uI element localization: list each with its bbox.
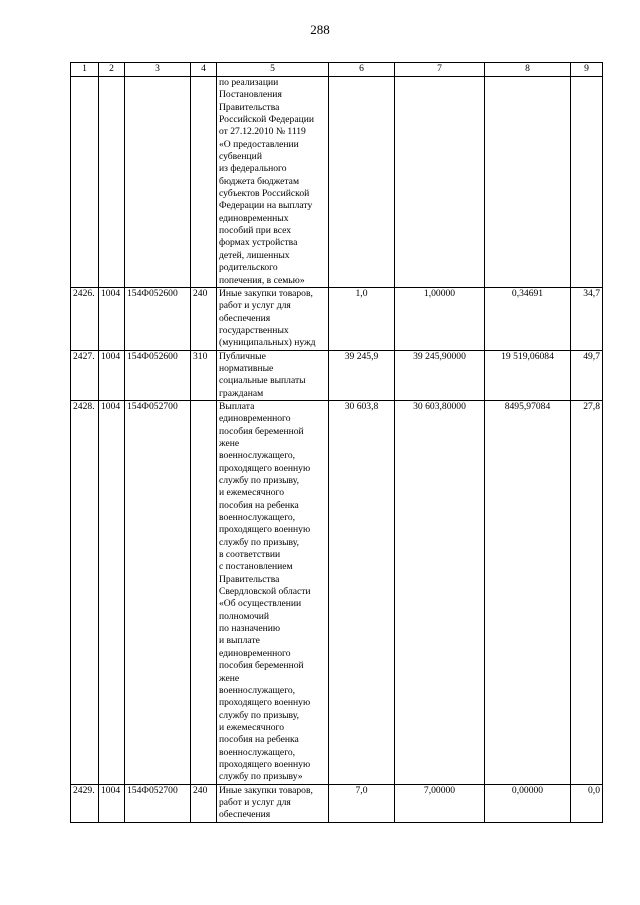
value-cell bbox=[329, 77, 395, 288]
value-cell: 30 603,8 bbox=[329, 400, 395, 784]
expense-type-cell bbox=[191, 77, 217, 288]
section-code-cell bbox=[99, 77, 125, 288]
value-cell: 7,00000 bbox=[395, 784, 485, 822]
column-header: 8 bbox=[485, 63, 571, 77]
table-row bbox=[71, 400, 603, 784]
expense-type-cell: 240 bbox=[191, 287, 217, 350]
percent-cell: 27,8 bbox=[571, 400, 603, 784]
table-row bbox=[71, 784, 603, 822]
description-cell: Иные закупки товаров, работ и услуг для обеспечения государственных (муниципальных) нужд bbox=[217, 287, 329, 350]
target-code-cell: 154Ф052600 bbox=[125, 287, 191, 350]
column-header: 6 bbox=[329, 63, 395, 77]
table-header-row bbox=[71, 63, 603, 77]
row-number-cell: 2427. bbox=[71, 350, 99, 400]
section-code-cell: 1004 bbox=[99, 784, 125, 822]
table-row bbox=[71, 287, 603, 350]
column-header: 9 bbox=[571, 63, 603, 77]
section-code-cell: 1004 bbox=[99, 350, 125, 400]
row-number-cell: 2426. bbox=[71, 287, 99, 350]
value-cell: 8495,97084 bbox=[485, 400, 571, 784]
description-cell: по реализации Постановления Правительства Российской Федерации от 27.12.2010 № 1119 «О предоставлении субвенций из федерального бюджета бюджетам субъектов Российской Федерации на выплату единовременных пособий при всех формах устройства детей, лишенных родительского попечения, в семью» bbox=[217, 77, 329, 288]
section-code-cell: 1004 bbox=[99, 287, 125, 350]
percent-cell: 34,7 bbox=[571, 287, 603, 350]
value-cell bbox=[485, 77, 571, 288]
value-cell: 7,0 bbox=[329, 784, 395, 822]
expense-type-cell: 310 bbox=[191, 350, 217, 400]
expense-type-cell bbox=[191, 400, 217, 784]
table-row bbox=[71, 77, 603, 288]
row-number-cell: 2429. bbox=[71, 784, 99, 822]
target-code-cell: 154Ф052600 bbox=[125, 350, 191, 400]
description-cell: Иные закупки товаров, работ и услуг для обеспечения bbox=[217, 784, 329, 822]
budget-table bbox=[70, 62, 603, 823]
column-header: 1 bbox=[71, 63, 99, 77]
value-cell: 1,0 bbox=[329, 287, 395, 350]
target-code-cell: 154Ф052700 bbox=[125, 400, 191, 784]
value-cell: 39 245,9 bbox=[329, 350, 395, 400]
expense-type-cell: 240 bbox=[191, 784, 217, 822]
page-number: 288 bbox=[310, 22, 330, 37]
target-code-cell: 154Ф052700 bbox=[125, 784, 191, 822]
column-header: 4 bbox=[191, 63, 217, 77]
description-cell: Выплата единовременного пособия беременной жене военнослужащего, проходящего военную службу по призыву, и ежемесячного пособия на ребенка военнослужащего, проходящего военную службу по призыву, в соответствии с постановлением Правительства Свердловской области «Об осуществлении полномочий по назначению и выплате единовременного пособия беременной жене военнослужащего, проходящего военную службу по призыву, и ежемесячного пособия на ребенка военнослужащего, проходящего военную службу по призыву» bbox=[217, 400, 329, 784]
value-cell: 19 519,06084 bbox=[485, 350, 571, 400]
table-row bbox=[71, 350, 603, 400]
value-cell: 1,00000 bbox=[395, 287, 485, 350]
percent-cell: 0,0 bbox=[571, 784, 603, 822]
value-cell: 0,00000 bbox=[485, 784, 571, 822]
column-header: 5 bbox=[217, 63, 329, 77]
percent-cell bbox=[571, 77, 603, 288]
column-header: 2 bbox=[99, 63, 125, 77]
value-cell: 39 245,90000 bbox=[395, 350, 485, 400]
row-number-cell: 2428. bbox=[71, 400, 99, 784]
value-cell bbox=[395, 77, 485, 288]
description-cell: Публичные нормативные социальные выплаты гражданам bbox=[217, 350, 329, 400]
value-cell: 30 603,80000 bbox=[395, 400, 485, 784]
row-number-cell bbox=[71, 77, 99, 288]
column-header: 3 bbox=[125, 63, 191, 77]
value-cell: 0,34691 bbox=[485, 287, 571, 350]
section-code-cell: 1004 bbox=[99, 400, 125, 784]
percent-cell: 49,7 bbox=[571, 350, 603, 400]
column-header: 7 bbox=[395, 63, 485, 77]
target-code-cell bbox=[125, 77, 191, 288]
